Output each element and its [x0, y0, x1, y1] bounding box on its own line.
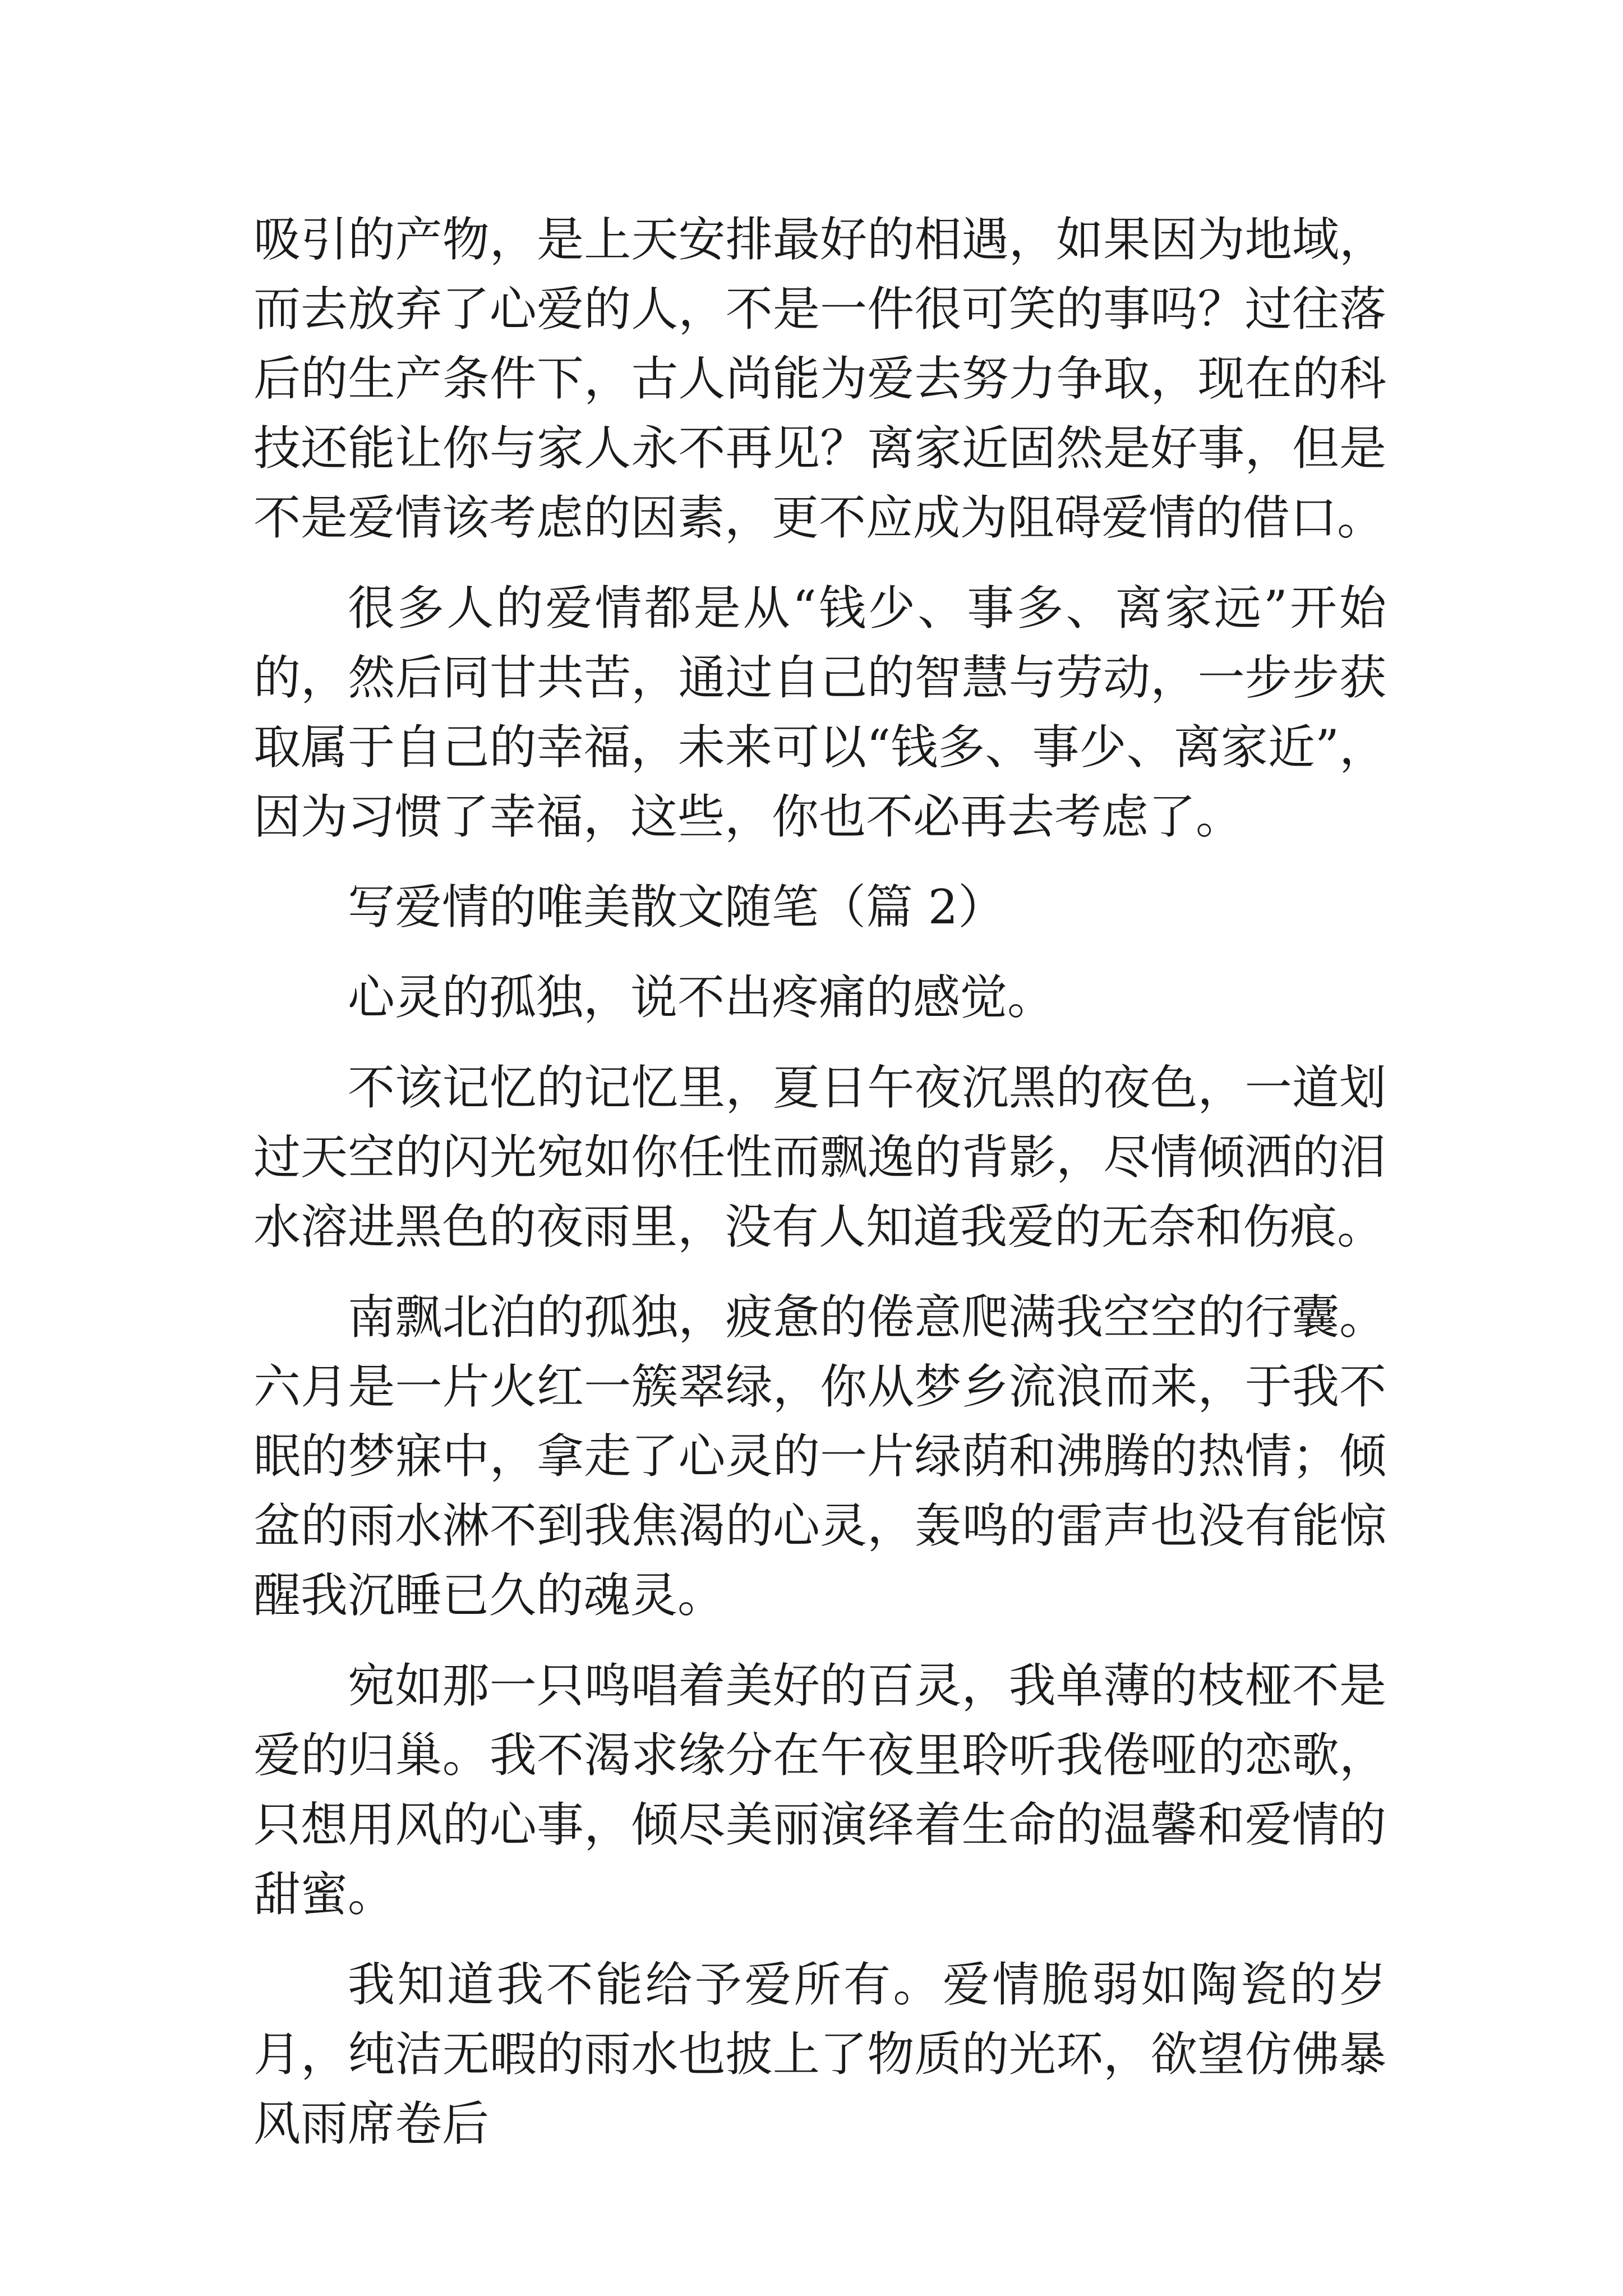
- paragraph-7: 我知道我不能给予爱所有。爱情脆弱如陶瓷的岁月，纯洁无暇的雨水也披上了物质的光环，欲望仿佛暴风雨席卷后: [253, 1957, 1386, 2151]
- paragraph-2: 很多人的爱情都是从“钱少、事多、离家远”开始的，然后同甘共苦，通过自己的智慧与劳动，一步步获取属于自己的幸福，未来可以“钱多、事少、离家近”，因为习惯了幸福，这些，你也不必再去考虑了。: [253, 581, 1386, 844]
- document-body: [253, 205, 1386, 2179]
- paragraph-5: 南飘北泊的孤独，疲惫的倦意爬满我空空的行囊。六月是一片火红一簇翠绿，你从梦乡流浪而来，于我不眠的梦寐中，拿走了心灵的一片绿荫和沸腾的热情；倾盆的雨水淋不到我焦渴的心灵，轰鸣的雷声也没有能惊醒我沉睡已久的魂灵。: [253, 1290, 1386, 1623]
- section-heading: 写爱情的唯美散文随笔（篇 2）: [348, 880, 1006, 935]
- paragraph-1: 吸引的产物，是上天安排最好的相遇，如果因为地域，而去放弃了心爱的人，不是一件很可笑的事吗？过往落后的生产条件下，古人尚能为爱去努力争取，现在的科技还能让你与家人永不再见？离家近固然是好事，但是不是爱情该考虑的因素，更不应成为阻碍爱情的借口。: [253, 212, 1386, 545]
- paragraph-6: 宛如那一只鸣唱着美好的百灵，我单薄的枝桠不是爱的归巢。我不渴求缘分在午夜里聆听我倦哑的恋歌，只想用风的心事，倾尽美丽演绎着生命的温馨和爱情的甜蜜。: [253, 1658, 1386, 1922]
- paragraph-4: 不该记忆的记忆里，夏日午夜沉黑的夜色，一道划过天空的闪光宛如你任性而飘逸的背影，尽情倾洒的泪水溶进黑色的夜雨里，没有人知道我爱的无奈和伤痕。: [253, 1060, 1386, 1254]
- paragraph-3: 心灵的孤独，说不出疼痛的感觉。: [348, 970, 1055, 1025]
